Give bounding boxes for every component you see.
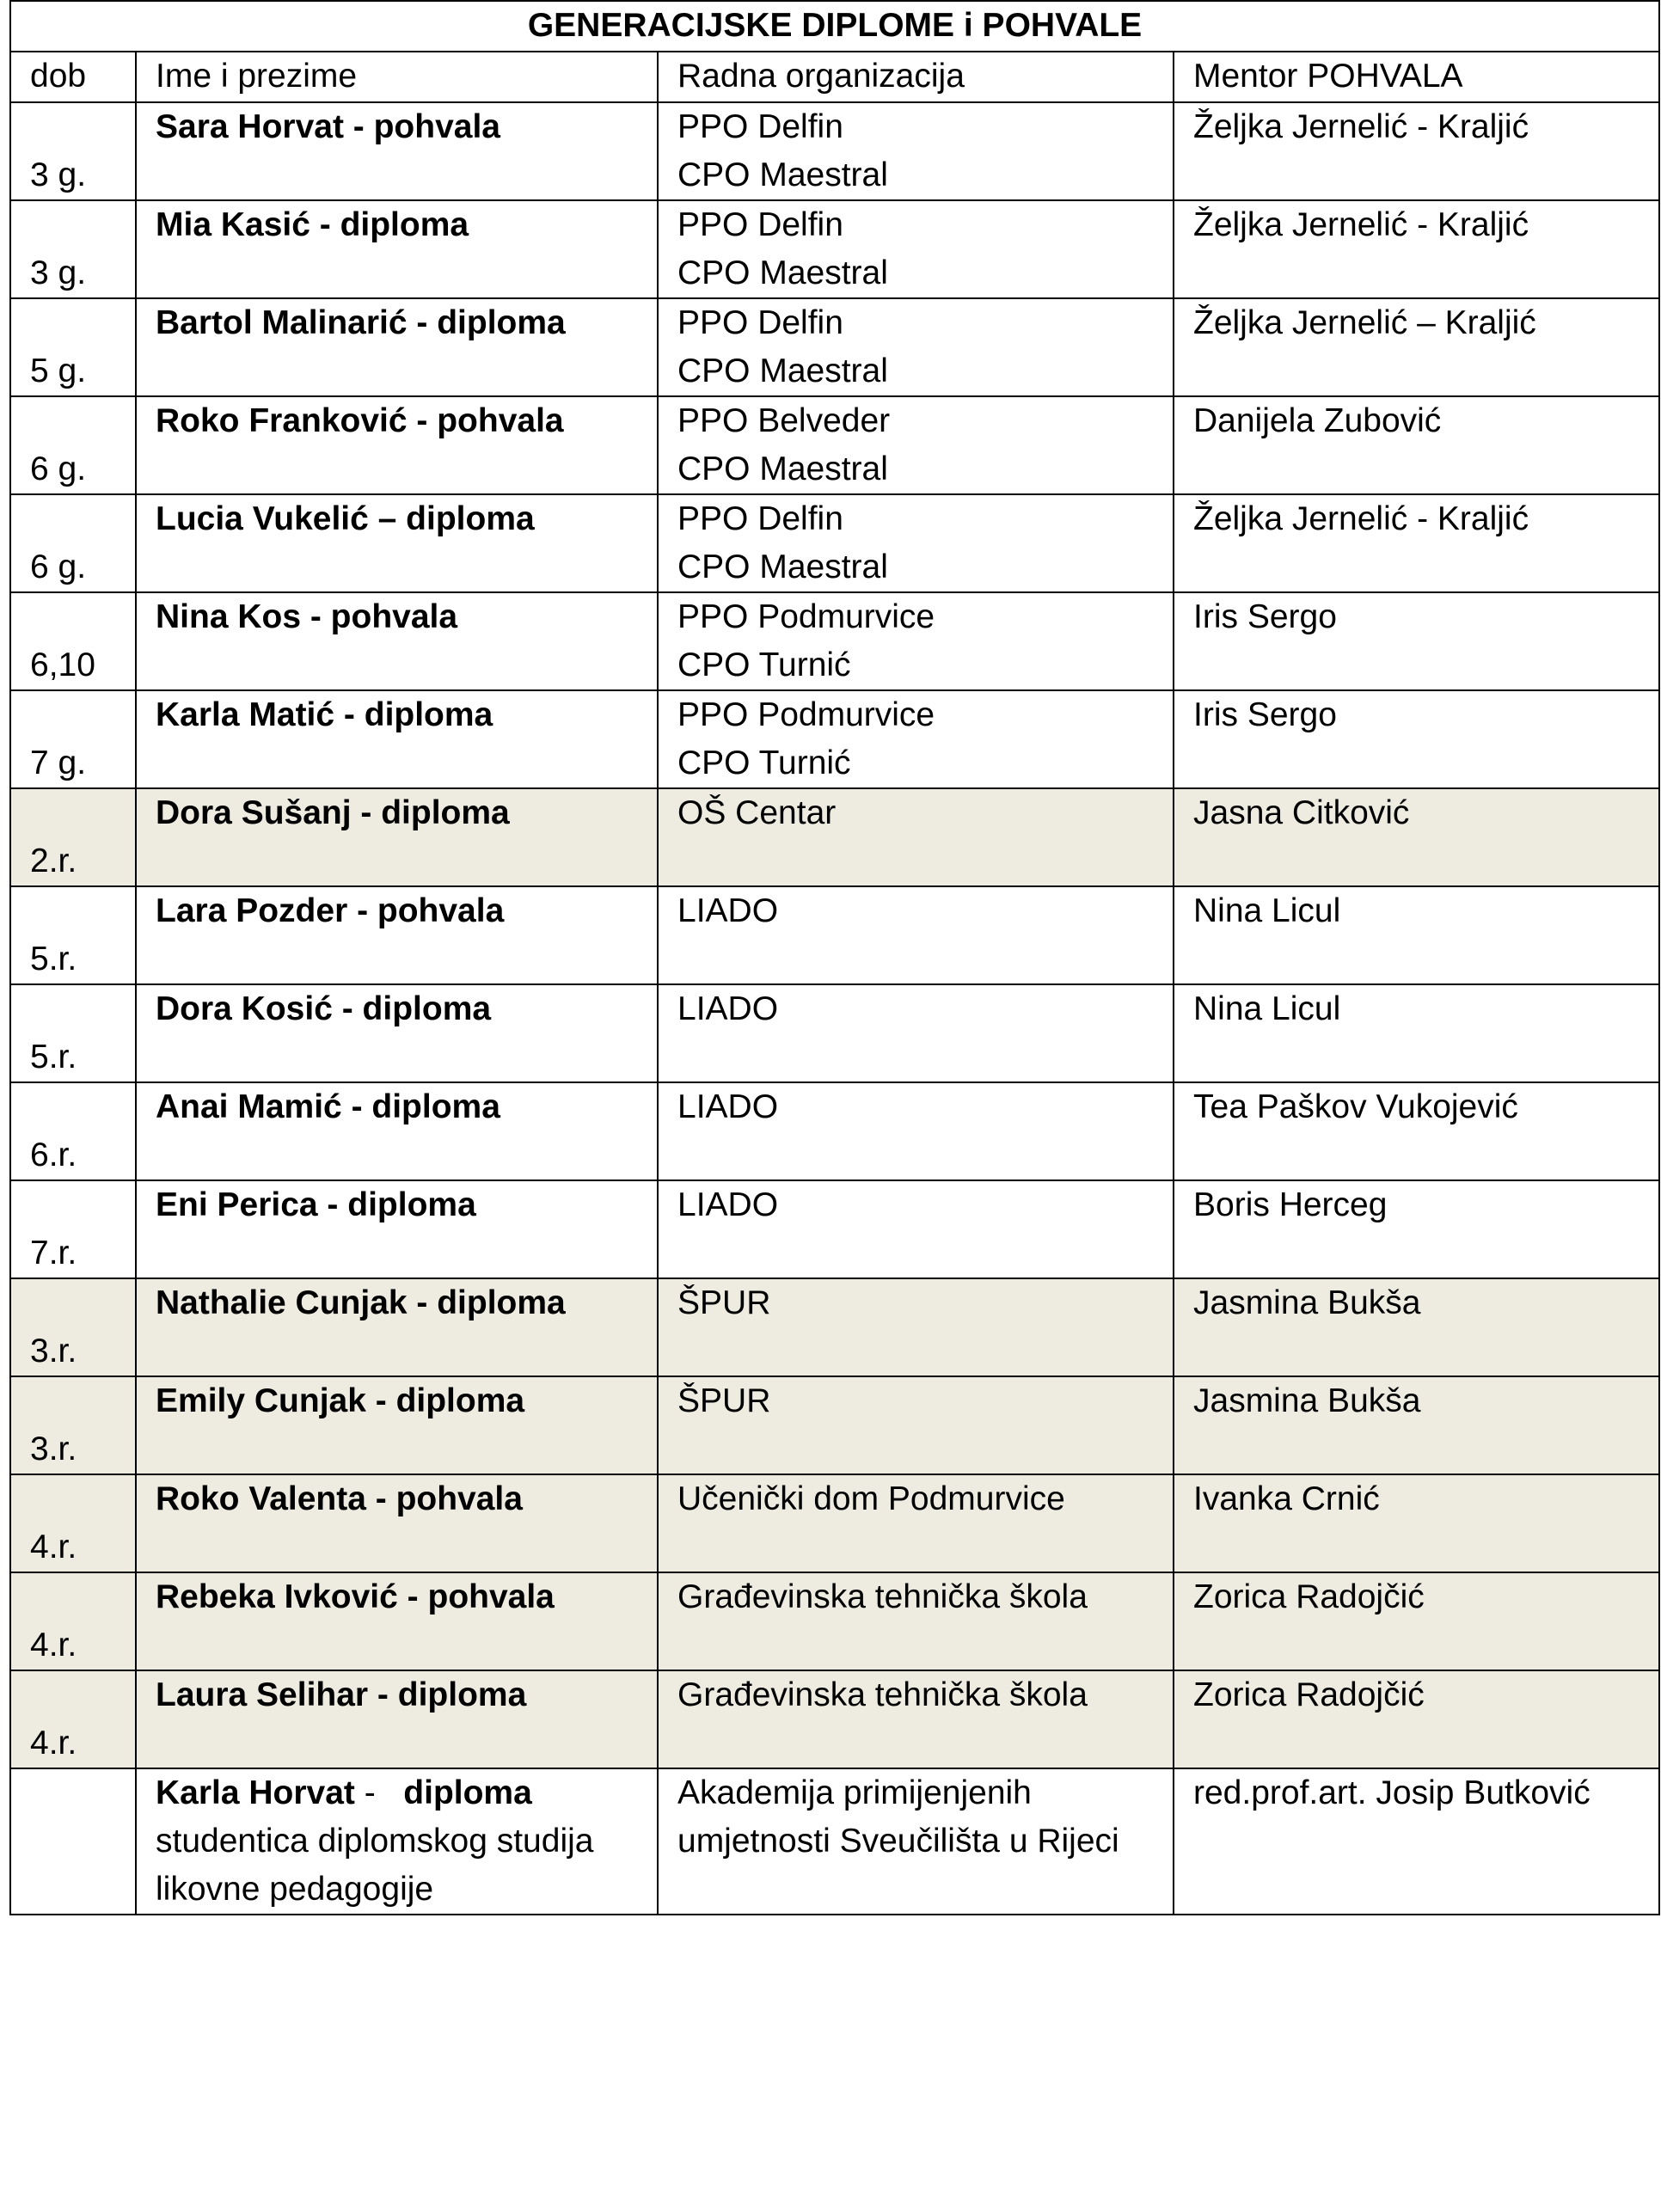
organization-cell (658, 494, 1174, 592)
organization-cell (658, 886, 1174, 984)
mentor-cell: Željka Jernelić - Kraljić (1174, 494, 1659, 592)
name-cell (136, 1768, 658, 1915)
organization-line-1: ŠPUR (677, 1284, 771, 1321)
organization-cell (658, 592, 1174, 690)
organization-line-2: CPO Maestral (677, 352, 888, 389)
organization-cell (658, 396, 1174, 494)
organization-line-1: LIADO (677, 1186, 779, 1223)
name-cell (136, 396, 658, 494)
mentor-cell: red.prof.art. Josip Butković (1174, 1768, 1659, 1915)
organization-cell (658, 1670, 1174, 1768)
name-cell (136, 494, 658, 592)
organization-cell (658, 1278, 1174, 1376)
organization-cell (658, 788, 1174, 886)
organization-line-2: CPO Maestral (677, 548, 888, 585)
organization-line-2: CPO Maestral (677, 254, 888, 291)
organization-cell (658, 298, 1174, 396)
name-cell (136, 1572, 658, 1670)
organization-line-1: LIADO (677, 1088, 779, 1125)
name-cell (136, 788, 658, 886)
table-row (10, 1082, 1659, 1180)
student-name: Bartol Malinarić - diploma (156, 304, 566, 341)
header-age: dob (10, 52, 136, 102)
organization-cell (658, 1376, 1174, 1474)
organization-cell (658, 1474, 1174, 1572)
organization-line-2: CPO Maestral (677, 156, 888, 193)
student-name: Dora Sušanj - diploma (156, 794, 510, 831)
award-type: diploma (403, 1774, 532, 1811)
organization-line-1: ŠPUR (677, 1382, 771, 1419)
table-row (10, 1376, 1659, 1474)
organization-line-2: CPO Turnić (677, 646, 851, 683)
table-row (10, 1572, 1659, 1670)
age-cell: 4.r. (10, 1572, 136, 1670)
student-name: Dora Kosić - diploma (156, 990, 492, 1027)
table-row (10, 1180, 1659, 1278)
organization-line-1: Akademija primijenjenih (677, 1774, 1032, 1811)
table-body (10, 102, 1659, 1768)
age-cell: 7 g. (10, 690, 136, 788)
mentor-cell: Jasna Citković (1174, 788, 1659, 886)
table-row (10, 592, 1659, 690)
student-name: Mia Kasić - diploma (156, 206, 469, 243)
table-row (10, 1278, 1659, 1376)
age-cell: 5.r. (10, 984, 136, 1082)
organization-cell (658, 1768, 1174, 1915)
organization-cell (658, 102, 1174, 200)
name-cell (136, 984, 658, 1082)
name-cell (136, 690, 658, 788)
age-cell: 6 g. (10, 494, 136, 592)
student-name: Karla Horvat (156, 1774, 355, 1811)
mentor-cell: Boris Herceg (1174, 1180, 1659, 1278)
mentor-cell: Željka Jernelić - Kraljić (1174, 200, 1659, 298)
table-row (10, 1474, 1659, 1572)
table-row-last (10, 1768, 1659, 1915)
name-cell (136, 1278, 658, 1376)
table-row (10, 984, 1659, 1082)
mentor-cell: Iris Sergo (1174, 592, 1659, 690)
organization-line-1: LIADO (677, 892, 779, 929)
student-name: Roko Valenta - pohvala (156, 1480, 523, 1517)
student-name: Rebeka Ivković - pohvala (156, 1578, 555, 1615)
organization-cell (658, 690, 1174, 788)
student-name: Nina Kos - pohvala (156, 598, 458, 635)
organization-line-1: OŠ Centar (677, 794, 837, 831)
age-cell: 2.r. (10, 788, 136, 886)
organization-cell (658, 1082, 1174, 1180)
mentor-cell: Tea Paškov Vukojević (1174, 1082, 1659, 1180)
mentor-cell: Nina Licul (1174, 886, 1659, 984)
name-cell (136, 1082, 658, 1180)
header-organization: Radna organizacija (658, 52, 1174, 102)
organization-cell (658, 200, 1174, 298)
organization-line-1: PPO Podmurvice (677, 598, 935, 635)
name-cell (136, 592, 658, 690)
name-cell (136, 1474, 658, 1572)
table-row (10, 298, 1659, 396)
mentor-cell: Nina Licul (1174, 984, 1659, 1082)
organization-cell (658, 984, 1174, 1082)
name-separator: - (354, 1774, 404, 1811)
table-row (10, 494, 1659, 592)
age-cell: 6 g. (10, 396, 136, 494)
age-cell: 3 g. (10, 102, 136, 200)
age-cell: 5 g. (10, 298, 136, 396)
age-cell: 6,10 (10, 592, 136, 690)
student-name: Nathalie Cunjak - diploma (156, 1284, 566, 1321)
age-cell: 5.r. (10, 886, 136, 984)
name-line-1 (156, 1769, 657, 1817)
mentor-cell: Iris Sergo (1174, 690, 1659, 788)
name-cell (136, 1670, 658, 1768)
organization-line-1: PPO Delfin (677, 304, 843, 341)
table-row (10, 886, 1659, 984)
age-cell: 3 g. (10, 200, 136, 298)
organization-cell (658, 1180, 1174, 1278)
name-cell (136, 886, 658, 984)
age-cell (10, 1768, 136, 1915)
mentor-cell: Danijela Zubović (1174, 396, 1659, 494)
organization-line-1: PPO Belveder (677, 402, 891, 439)
student-name: Sara Horvat - pohvala (156, 108, 500, 145)
organization-cell (658, 1572, 1174, 1670)
header-row (10, 52, 1659, 102)
organization-line-1: PPO Delfin (677, 206, 843, 243)
mentor-cell: Jasmina Bukša (1174, 1376, 1659, 1474)
student-name: Anai Mamić - diploma (156, 1088, 500, 1125)
student-name: Laura Selihar - diploma (156, 1676, 527, 1713)
mentor-cell: Zorica Radojčić (1174, 1670, 1659, 1768)
student-name: Lucia Vukelić – diploma (156, 500, 535, 537)
table-title: GENERACIJSKE DIPLOME i POHVALE (10, 1, 1659, 52)
student-name: Eni Perica - diploma (156, 1186, 476, 1223)
organization-line-1: PPO Delfin (677, 500, 843, 537)
header-name: Ime i prezime (136, 52, 658, 102)
organization-line-2: CPO Maestral (677, 450, 888, 487)
organization-line-1: Učenički dom Podmurvice (677, 1480, 1065, 1517)
mentor-cell: Željka Jernelić - Kraljić (1174, 102, 1659, 200)
age-cell: 4.r. (10, 1670, 136, 1768)
organization-line-1: LIADO (677, 990, 779, 1027)
student-name: Lara Pozder - pohvala (156, 892, 505, 929)
organization-line-1: Građevinska tehnička škola (677, 1578, 1088, 1615)
organization-line-1: PPO Podmurvice (677, 696, 935, 733)
mentor-cell: Željka Jernelić – Kraljić (1174, 298, 1659, 396)
name-line-3: likovne pedagogije (156, 1871, 434, 1908)
table-row (10, 788, 1659, 886)
table-row (10, 396, 1659, 494)
student-name: Roko Franković - pohvala (156, 402, 564, 439)
awards-table (9, 0, 1660, 1915)
name-line-2: studentica diplomskog studija (156, 1823, 594, 1860)
mentor-cell: Jasmina Bukša (1174, 1278, 1659, 1376)
student-name: Karla Matić - diploma (156, 696, 493, 733)
mentor-cell: Zorica Radojčić (1174, 1572, 1659, 1670)
table-row (10, 102, 1659, 200)
table-row (10, 1670, 1659, 1768)
name-cell (136, 1180, 658, 1278)
name-cell (136, 200, 658, 298)
name-cell (136, 102, 658, 200)
organization-line-1: PPO Delfin (677, 108, 843, 145)
name-cell (136, 298, 658, 396)
header-mentor: Mentor POHVALA (1174, 52, 1659, 102)
student-name: Emily Cunjak - diploma (156, 1382, 525, 1419)
age-cell: 6.r. (10, 1082, 136, 1180)
age-cell: 7.r. (10, 1180, 136, 1278)
age-cell: 3.r. (10, 1278, 136, 1376)
table-row (10, 690, 1659, 788)
age-cell: 3.r. (10, 1376, 136, 1474)
age-cell: 4.r. (10, 1474, 136, 1572)
mentor-cell: Ivanka Crnić (1174, 1474, 1659, 1572)
table-row (10, 200, 1659, 298)
organization-line-2: umjetnosti Sveučilišta u Rijeci (677, 1823, 1119, 1860)
organization-line-1: Građevinska tehnička škola (677, 1676, 1088, 1713)
name-cell (136, 1376, 658, 1474)
organization-line-2: CPO Turnić (677, 744, 851, 781)
